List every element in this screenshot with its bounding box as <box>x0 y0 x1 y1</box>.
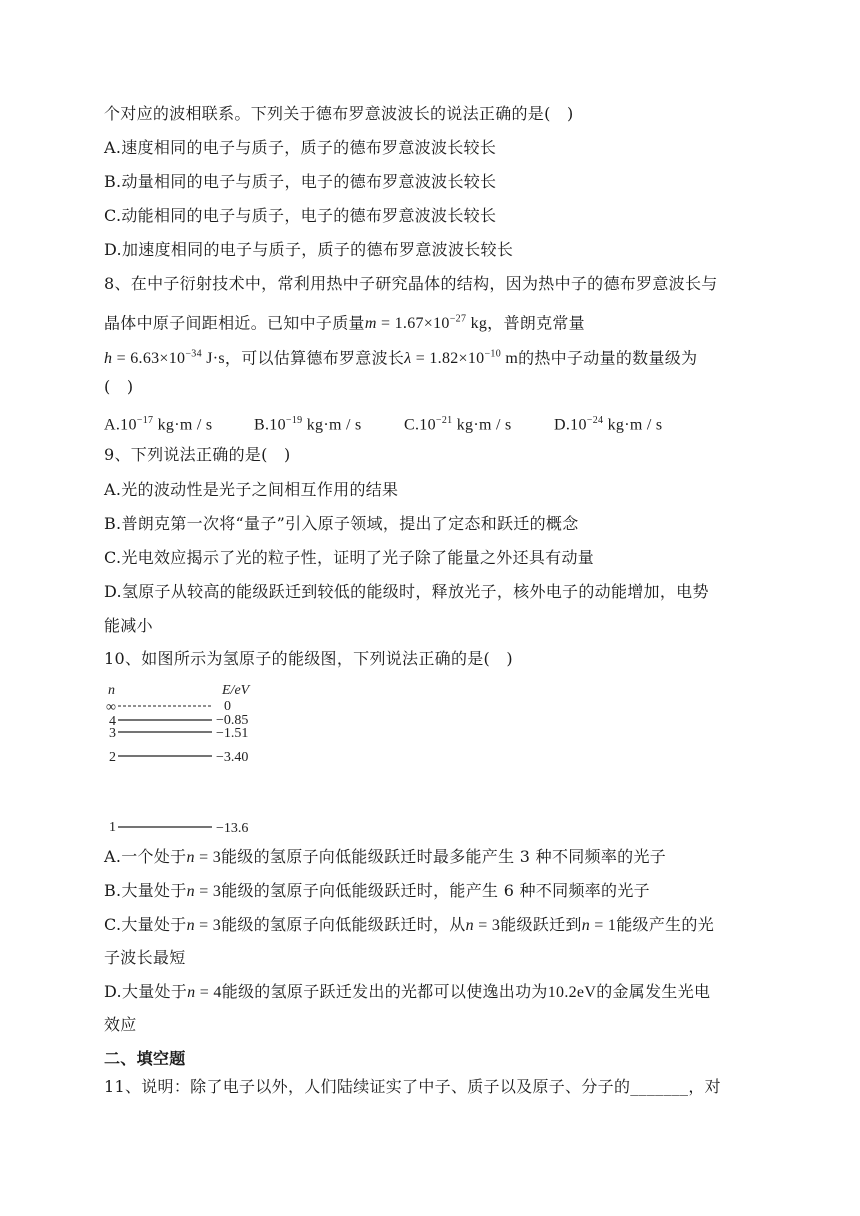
level-n-1: 1 <box>109 820 116 835</box>
level-n-inf: ∞ <box>106 700 116 715</box>
q10-stem: 10、如图所示为氢原子的能级图，下列说法正确的是( ) <box>104 649 513 668</box>
level-e-3: −1.51 <box>216 726 249 741</box>
level-n-3: 3 <box>109 726 116 741</box>
q7-stem-tail: 个对应的波相联系。下列关于德布罗意波波长的说法正确的是( ) <box>104 104 574 123</box>
q8-stem-line2 <box>104 309 585 335</box>
q9-option-b: B.普朗克第一次将“量子”引入原子领域，提出了定态和跃迁的概念 <box>104 514 579 533</box>
q7-option-b: B.动量相同的电子与质子，电子的德布罗意波波长较长 <box>104 172 497 191</box>
q10-option-d-line2: 效应 <box>104 1015 137 1034</box>
q8-option-a: $A.10^{-17}$ kg·m / s <box>104 415 213 434</box>
hydrogen-energy-level-diagram <box>104 680 274 840</box>
level-e-inf: 0 <box>224 699 231 714</box>
q7-option-c: C.动能相同的电子与质子，电子的德布罗意波波长较长 <box>104 206 497 225</box>
q10-option-a: A.一个处于n = 3能级的氢原子向低能级跃迁时最多能产生 3 种不同频率的光子 <box>104 847 667 866</box>
q8-option-b: $B.10^{-19}$ kg·m / s <box>254 415 362 434</box>
q8-text2: ，普朗克常量 <box>487 313 585 333</box>
q9-stem: 9、下列说法正确的是( ) <box>104 445 291 464</box>
level-n-4: 4 <box>109 714 116 729</box>
level-e-1: −13.6 <box>216 821 249 836</box>
q11-stem: 11、说明：除了电子以外，人们陆续证实了中子、质子以及原子、分子的_______，对 <box>104 1077 721 1096</box>
q8-text: 晶体中原子间距相近。已知中子质量 <box>104 313 365 333</box>
level-e-2: −3.40 <box>216 750 249 765</box>
q9-option-c: C.光电效应揭示了光的粒子性，证明了光子除了能量之外还具有动量 <box>104 548 595 567</box>
energy-header: E/eV <box>222 683 250 698</box>
q8-option-d: $D.10^{-24}$ kg·m / s <box>554 415 663 434</box>
q9-option-d-line2: 能减小 <box>104 616 153 635</box>
level-n-2: 2 <box>109 750 116 765</box>
q8-stem-line3 <box>104 344 697 370</box>
section-title-fill-in: 二、填空题 <box>104 1049 186 1068</box>
q8-text3: ，可以估算德布罗意波长 <box>224 348 405 368</box>
q10-option-d-line1: D.大量处于n = 4能级的氢原子跃迁发出的光都可以使逸出功为10.2eV的金属发生光电 <box>104 982 711 1001</box>
q8-options <box>104 410 704 436</box>
planck-constant-formula: $h = 6.63\times 10^{-34}$ J·s <box>104 349 225 368</box>
q10-option-c-line2: 子波长最短 <box>104 948 186 967</box>
q7-option-d: D.加速度相同的电子与质子，质子的德布罗意波波长较长 <box>104 240 514 259</box>
q9-option-a: A.光的波动性是光子之间相互作用的结果 <box>104 480 399 499</box>
n-header: n <box>108 683 115 698</box>
level-e-4: −0.85 <box>216 713 249 728</box>
q8-stem-line1: 8、在中子衍射技术中，常利用热中子研究晶体的结构，因为热中子的德布罗意波长与 <box>104 274 718 293</box>
q8-option-c: $C.10^{-21}$ kg·m / s <box>404 415 512 434</box>
neutron-mass-formula: $m = 1.67\times 10^{-27}$ kg <box>364 314 488 333</box>
q10-option-b: B.大量处于n = 3能级的氢原子向低能级跃迁时，能产生 6 种不同频率的光子 <box>104 881 650 900</box>
wavelength-formula: $\lambda = 1.82\times 10^{-10}$ m <box>404 349 519 368</box>
q7-option-a: A.速度相同的电子与质子，质子的德布罗意波波长较长 <box>104 138 497 157</box>
q8-text4: 的热中子动量的数量级为 <box>518 348 698 368</box>
q10-option-c-line1: C.大量处于n = 3能级的氢原子向低能级跃迁时，从n = 3能级跃迁到n = 1能级产生的光 <box>104 915 715 934</box>
q9-option-d-line1: D.氢原子从较高的能级跃迁到较低的能级时，释放光子，核外电子的动能增加，电势 <box>104 582 709 601</box>
q8-stem-line4: ( ) <box>104 377 134 396</box>
